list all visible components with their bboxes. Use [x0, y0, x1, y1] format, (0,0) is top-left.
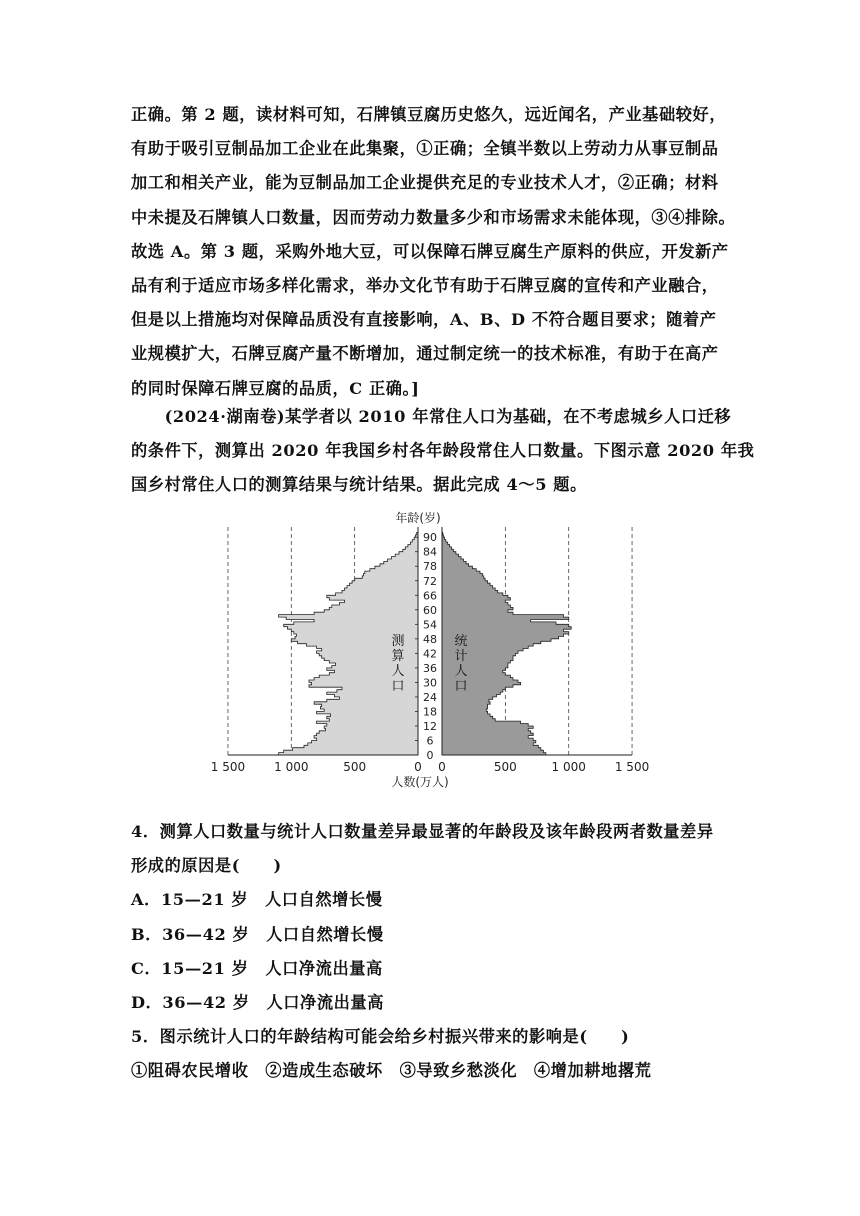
age-tick-label: 90 [423, 531, 437, 545]
series-label-char: 计 [454, 649, 468, 664]
x-tick-label-right: 1 000 [551, 760, 586, 774]
age-tick-label: 30 [423, 676, 437, 690]
age-tick-label: 60 [423, 603, 437, 617]
age-tick-label: 48 [423, 632, 437, 646]
explanation-line: 但是以上措施均对保障品质没有直接影响，A、B、D 不符合题目要求；随着产 [131, 310, 717, 330]
age-tick-label: 18 [423, 705, 437, 719]
explanation-line: 正确。第 2 题，读材料可知，石牌镇豆腐历史悠久，远近闻名，产业基础较好， [131, 105, 727, 124]
series-label-char: 算 [391, 649, 405, 664]
explanation-line: 有助于吸引豆制品加工企业在此集聚，①正确；全镇半数以上劳动力从事豆制品 [131, 139, 719, 159]
question-4-stem: 4．测算人口数量与统计人口数量差异最显著的年龄段及该年龄段两者数量差异 [131, 822, 714, 841]
age-tick-label: 72 [423, 574, 437, 588]
measured-population-label [391, 634, 404, 694]
question-intro [131, 400, 755, 503]
explanation-line: 业规模扩大，石牌豆腐产量不断增加，通过制定统一的技术标准，有助于在高产 [131, 344, 719, 364]
answer-explanation [131, 98, 736, 406]
age-tick-label: 66 [423, 589, 437, 603]
question-4-stem-cont: 形成的原因是( ) [131, 856, 282, 876]
count-tick-labels [211, 760, 649, 774]
age-tick-label: 54 [423, 618, 437, 632]
x-axis-label: 人数(万人) [391, 775, 449, 789]
age-tick-label: 24 [423, 690, 437, 704]
explanation-line: 中未提及石牌镇人口数量，因而劳动力数量多少和市场需求未能体现，③④排除。 [131, 207, 736, 227]
series-label-char: 测 [391, 634, 405, 649]
x-tick-label-right: 500 [493, 760, 517, 774]
option-b: B．36—42 岁 人口自然增长慢 [131, 924, 384, 944]
age-tick-label: 6 [426, 734, 434, 748]
y-axis-label: 年龄(岁) [395, 511, 441, 525]
option-d: D．36—42 岁 人口净流出量高 [131, 993, 384, 1013]
x-tick-label-right: 0 [438, 760, 446, 774]
age-tick-label: 78 [423, 560, 437, 574]
series-label-char: 统 [454, 634, 468, 649]
explanation-line: 故选 A。第 3 题，采购外地大豆，可以保障石牌豆腐生产原料的供应，开发新产 [131, 241, 729, 261]
option-a: A．15—21 岁 人口自然增长慢 [131, 890, 383, 910]
option-c: C．15—21 岁 人口净流出量高 [131, 958, 383, 978]
explanation-line: 加工和相关产业，能为豆制品加工企业提供充足的专业技术人才，②正确；材料 [131, 173, 719, 193]
question-5-choices: ①阻碍农民增收 ②造成生态破坏 ③导致乡愁淡化 ④增加耕地撂荒 [131, 1061, 652, 1081]
explanation-line: 的同时保障石牌豆腐的品质，C 正确。] [131, 378, 420, 398]
intro-line: 的条件下，测算出 2020 年我国乡村各年龄段常住人口数量。下图示意 2020 年我 [131, 441, 755, 461]
x-tick-label-left: 1 000 [274, 760, 309, 774]
age-tick-label: 42 [423, 647, 437, 661]
x-tick-label-right: 1 500 [614, 760, 650, 774]
x-tick-label-left: 0 [414, 760, 422, 774]
explanation-line: 品有利于适应市场多样化需求，举办文化节有助于石牌豆腐的宣传和产业融合， [131, 276, 719, 296]
age-tick-label: 12 [423, 719, 437, 733]
age-tick-label: 36 [423, 661, 437, 675]
question-list [131, 815, 741, 1089]
series-label-char: 口 [391, 679, 405, 694]
x-tick-label-left: 500 [343, 760, 367, 774]
x-tick-label-left: 1 500 [210, 760, 246, 774]
statistical-population-label [454, 633, 467, 694]
series-label-char: 口 [454, 679, 468, 694]
age-tick-label: 0 [426, 749, 434, 762]
population-pyramid-chart [210, 505, 650, 795]
series-label-char: 人 [391, 664, 405, 679]
intro-line: (2024·湖南卷)某学者以 2010 年常住人口为基础，在不考虑城乡人口迁移 [131, 407, 732, 426]
age-tick-label: 84 [423, 545, 437, 559]
series-label-char: 人 [454, 664, 468, 679]
question-5-stem: 5．图示统计人口的年龄结构可能会给乡村振兴带来的影响是( ) [131, 1027, 630, 1047]
intro-line: 国乡村常住人口的测算结果与统计结果。据此完成 4～5 题。 [131, 475, 587, 495]
